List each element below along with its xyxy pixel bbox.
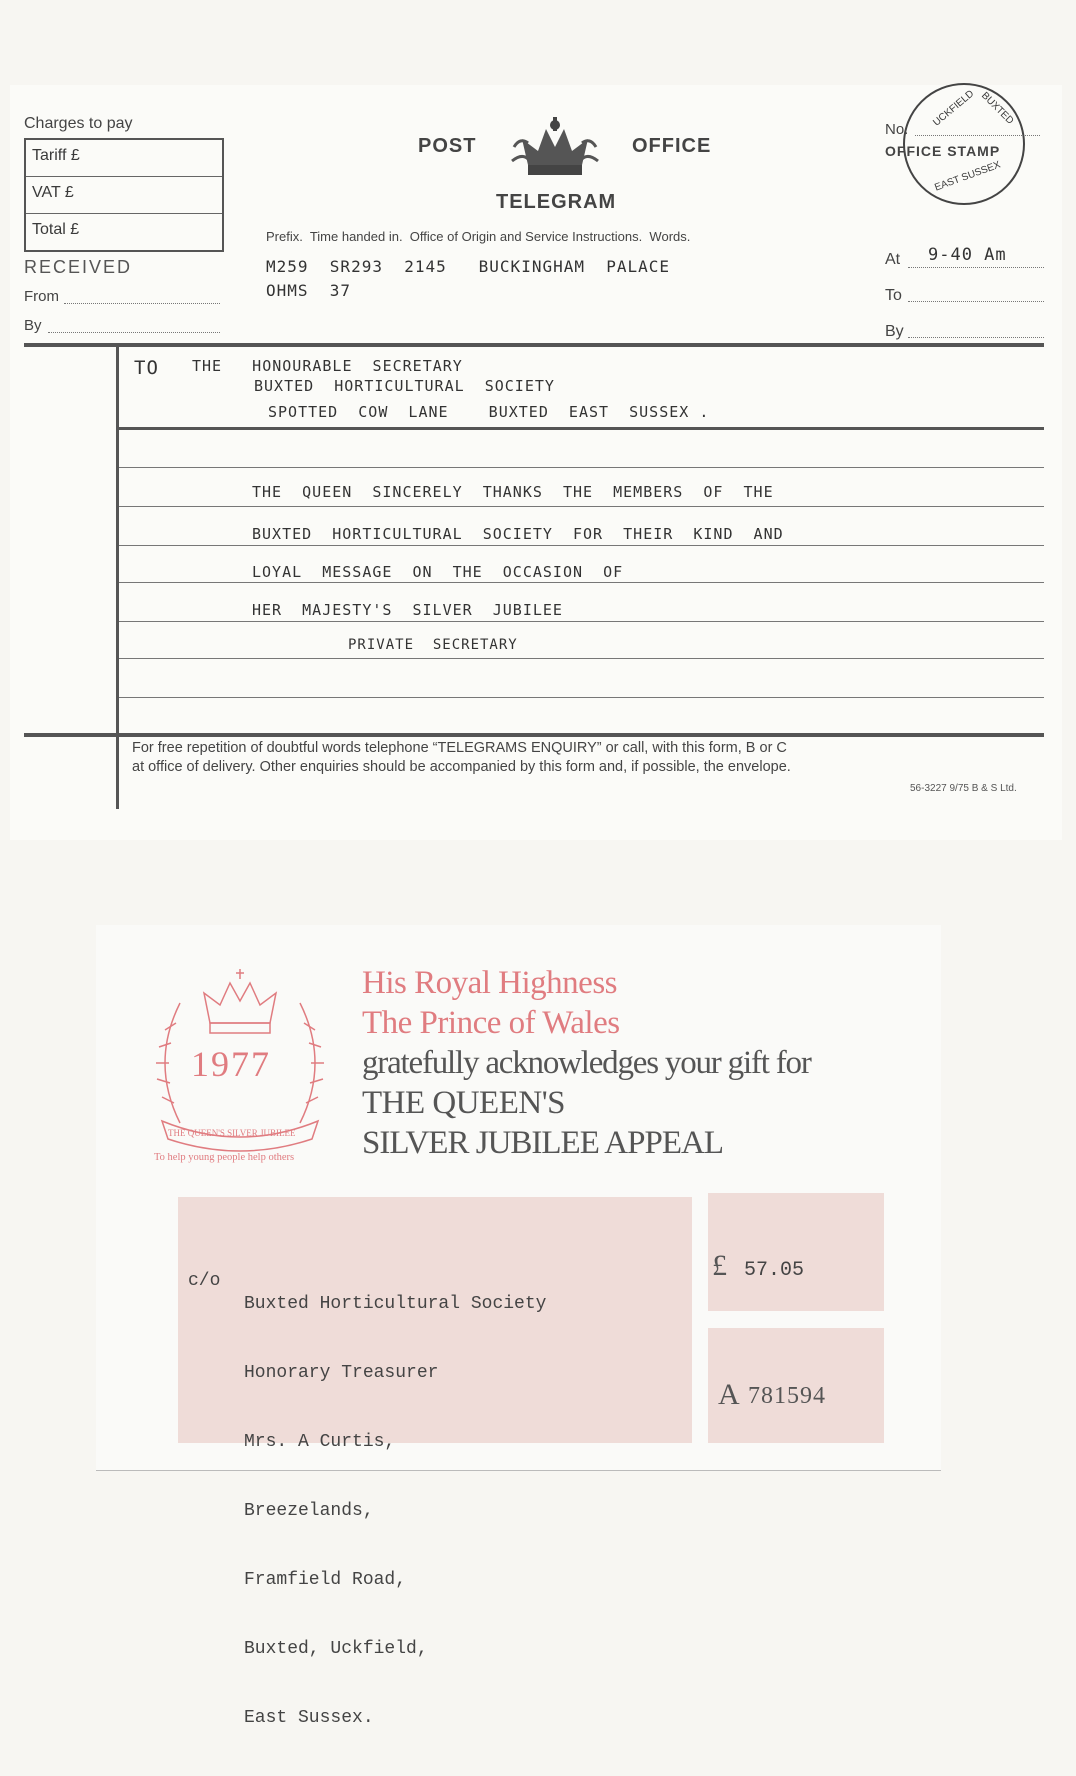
footer-line-2: at office of delivery. Other enquiries should be accompanied by this form and, if possible, the envelope.: [132, 759, 791, 775]
address-line: East Sussex.: [244, 1708, 374, 1728]
message-line: [119, 467, 1044, 468]
office-word: OFFICE: [632, 135, 712, 157]
columns-label: Prefix. Time handed in. Office of Origin and Service Instructions. Words.: [266, 229, 691, 244]
emblem-ribbon: THE QUEEN'S SILVER JUBILEE: [168, 1128, 296, 1138]
message-line: [119, 582, 1044, 583]
from-line: [64, 303, 220, 304]
by-right-line: [908, 337, 1044, 338]
address-line: Mrs. A Curtis,: [244, 1432, 396, 1452]
received-label: RECEIVED: [24, 257, 133, 277]
top-rule: [24, 343, 1044, 347]
stamp-county: EAST SUSSEX: [933, 159, 1003, 194]
crown-icon: [510, 117, 600, 187]
post-word: POST: [418, 135, 477, 157]
total-row: Total £: [26, 213, 222, 250]
print-code: 56-3227 9/75 B & S Ltd.: [910, 783, 1017, 794]
co-label: c/o: [188, 1271, 221, 1291]
message-line: [119, 658, 1044, 659]
message-line: [119, 697, 1044, 698]
appeal-line-2: SILVER JUBILEE APPEAL: [362, 1125, 723, 1161]
from-label: From: [24, 288, 59, 305]
receipt-number: 781594: [748, 1383, 826, 1409]
to-line: [908, 301, 1044, 302]
at-line: [908, 267, 1044, 268]
message-line: [119, 621, 1044, 622]
service-line-2: OHMS 37: [266, 281, 352, 300]
message-line-2: BUXTED HORTICULTURAL SOCIETY FOR THEIR KIND AND: [252, 525, 784, 543]
address-line: Honorary Treasurer: [244, 1363, 439, 1383]
gift-amount: 57.05: [744, 1259, 805, 1282]
message-line: [119, 545, 1044, 546]
stamp-town-2: BUXTED: [979, 90, 1016, 127]
charges-label: Charges to pay: [24, 115, 133, 132]
amount-box: [708, 1193, 884, 1311]
stamp-town: UCKFIELD: [931, 88, 977, 129]
vat-row: VAT £: [26, 176, 222, 213]
message-line-4: HER MAJESTY'S SILVER JUBILEE: [252, 601, 563, 619]
appeal-line-1: THE QUEEN'S: [362, 1085, 566, 1121]
acknowledgement-card: [96, 925, 941, 1728]
currency-symbol: £: [712, 1249, 727, 1282]
address-box: [178, 1197, 692, 1728]
acknowledges-line: gratefully acknowledges your gift for: [362, 1045, 811, 1081]
address-to: TO: [134, 357, 159, 379]
address-line: Buxted Horticultural Society: [244, 1294, 547, 1314]
no-label: No.: [885, 121, 909, 138]
heading-prince: The Prince of Wales: [362, 1005, 620, 1041]
address-line: Breezelands,: [244, 1501, 374, 1521]
message-line: [119, 506, 1044, 507]
address-rule: [119, 427, 1044, 430]
service-line-1: M259 SR293 2145 BUCKINGHAM PALACE: [266, 257, 671, 276]
recipient-address: [244, 1247, 546, 1776]
office-stamp-label: OFFICE STAMP: [885, 143, 1001, 159]
telegram-word: TELEGRAM: [496, 191, 617, 213]
message-line-1: THE QUEEN SINCERELY THANKS THE MEMBERS OF THE: [252, 483, 774, 501]
by-line: [48, 332, 220, 333]
telegram-form: [10, 85, 1062, 840]
receipt-box: [708, 1328, 884, 1443]
footer-line-1: For free repetition of doubtful words telephone “TELEGRAMS ENQUIRY” or call, with this form, B or C: [132, 740, 787, 756]
charges-box: [24, 138, 224, 252]
message-signature: PRIVATE SECRETARY: [348, 637, 518, 653]
at-value: 9-40 Am: [928, 245, 1007, 265]
at-label: At: [885, 251, 901, 268]
receipt-prefix: A: [718, 1378, 740, 1411]
message-line-3: LOYAL MESSAGE ON THE OCCASION OF: [252, 563, 624, 581]
to-label: To: [885, 287, 902, 304]
postmark-stamp: [903, 83, 1025, 205]
address-line-1: THE HONOURABLE SECRETARY: [192, 357, 463, 375]
address-line: Framfield Road,: [244, 1570, 407, 1590]
left-rule: [116, 347, 119, 809]
emblem-caption: To help young people help others: [154, 1152, 295, 1163]
by-right-label: By: [885, 323, 904, 340]
bottom-rule: [24, 733, 1044, 737]
address-line-2: BUXTED HORTICULTURAL SOCIETY: [254, 377, 555, 395]
address-line-3: SPOTTED COW LANE BUXTED EAST SUSSEX .: [268, 403, 710, 421]
address-line: Buxted, Uckfield,: [244, 1639, 428, 1659]
emblem-year: 1977: [191, 1044, 271, 1084]
heading-hrh: His Royal Highness: [362, 965, 617, 1001]
by-label: By: [24, 317, 42, 334]
tariff-row: Tariff £: [32, 147, 80, 164]
